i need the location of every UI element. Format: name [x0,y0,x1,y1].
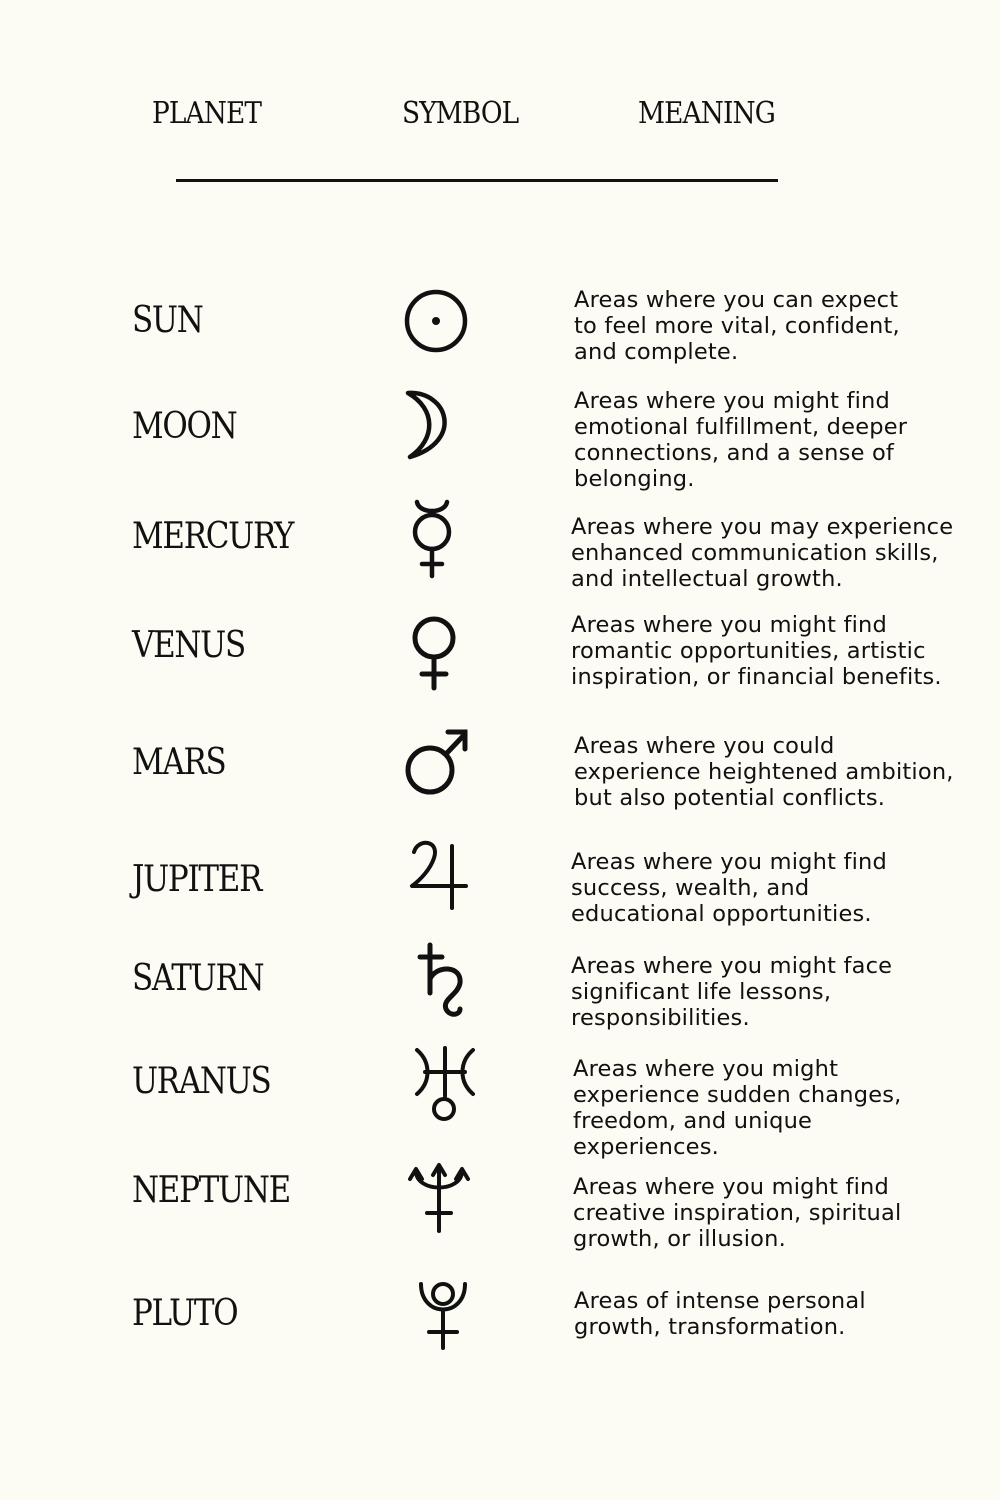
sun-symbol-icon [391,277,481,367]
column-header-meaning: MEANING [638,96,775,131]
planet-name-neptune: NEPTUNE [132,1170,290,1211]
planet-name-venus: VENUS [132,625,245,666]
pluto-symbol-icon [397,1270,487,1360]
venus-symbol-icon [389,606,479,696]
meaning-text-venus: Areas where you might find romantic opportunities, artistic inspiration, or financial benefits. [571,612,942,690]
header-divider [176,179,778,182]
meaning-text-neptune: Areas where you might find creative inspiration, spiritual growth, or illusion. [573,1174,902,1252]
mercury-symbol-icon [387,494,477,584]
planet-name-saturn: SATURN [132,958,264,999]
planet-name-uranus: URANUS [132,1061,271,1102]
planet-name-mars: MARS [132,742,226,783]
meaning-text-saturn: Areas where you might face significant life lessons, responsibilities. [571,953,893,1031]
uranus-symbol-icon [397,1042,487,1132]
meaning-text-pluto: Areas of intense personal growth, transformation. [574,1288,866,1340]
meaning-text-uranus: Areas where you might experience sudden changes, freedom, and unique experiences. [573,1056,902,1160]
column-header-planet: PLANET [152,96,262,131]
planet-name-moon: MOON [132,406,237,447]
mars-symbol-icon [392,720,482,810]
saturn-symbol-icon [398,937,488,1027]
meaning-text-sun: Areas where you can expect to feel more vital, confident, and complete. [574,287,900,365]
planet-name-mercury: MERCURY [132,516,294,557]
meaning-text-mercury: Areas where you may experience enhanced communication skills, and intellectual growth. [571,514,954,592]
meaning-text-mars: Areas where you could experience heightened ambition, but also potential conflicts. [574,733,954,811]
neptune-symbol-icon [394,1155,484,1245]
planet-name-pluto: PLUTO [132,1293,238,1334]
planet-name-sun: SUN [132,300,203,341]
meaning-text-jupiter: Areas where you might find success, wealth, and educational opportunities. [571,849,888,927]
jupiter-symbol-icon [396,832,486,922]
planet-name-jupiter: JUPITER [132,859,262,900]
meaning-text-moon: Areas where you might find emotional fulfillment, deeper connections, and a sense of belonging. [574,388,908,492]
moon-symbol-icon [386,381,476,471]
column-header-symbol: SYMBOL [402,96,519,131]
